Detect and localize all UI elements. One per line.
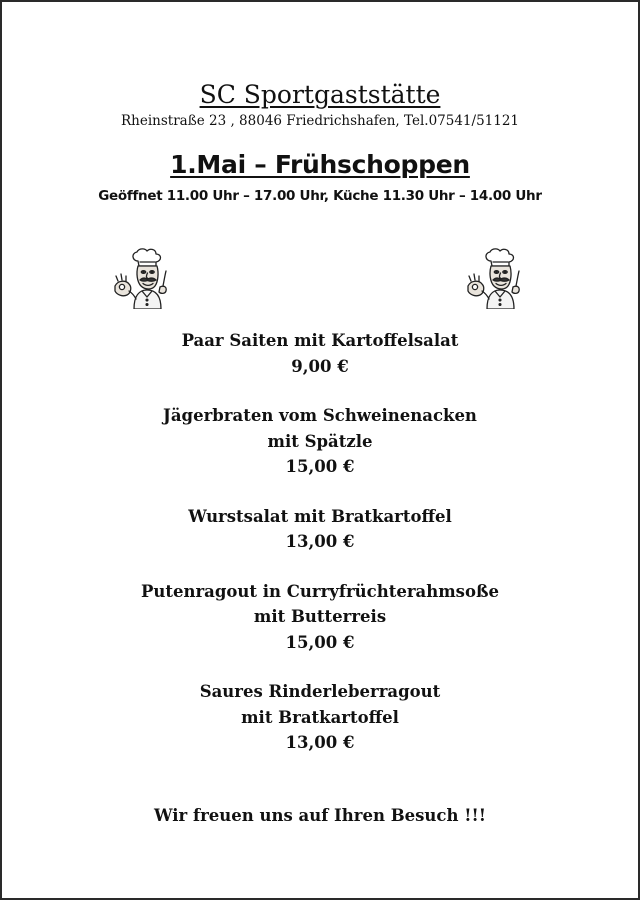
- dish-price: 15,00 €: [285, 457, 355, 476]
- venue-address: Rheinstraße 23 , 88046 Friedrichshafen, Tel.07541/51121: [120, 113, 520, 129]
- dish-price: 15,00 €: [285, 632, 355, 652]
- dish-name: Saures Rinderleberragout: [199, 682, 441, 701]
- dish-name: Paar Saiten mit Kartoffelsalat: [181, 331, 459, 350]
- dish-name-continued: mit Butterreis: [253, 607, 387, 626]
- dish-name: Jägerbraten vom Schweinenacken: [163, 406, 477, 425]
- event-title: 1.Mai – Frühschoppen: [170, 150, 470, 179]
- dish-name: Putenragout in Curryfrüchterahmsoße: [140, 581, 500, 601]
- chef-icon: [465, 247, 533, 309]
- dish-name: Wurstsalat mit Bratkartoffel: [188, 506, 452, 526]
- opening-hours: Geöffnet 11.00 Uhr – 17.00 Uhr, Küche 11.30 Uhr – 14.00 Uhr: [98, 188, 542, 204]
- dish-name-continued: mit Bratkartoffel: [241, 707, 399, 727]
- dish-price: 13,00 €: [285, 733, 355, 752]
- dish-name-continued: mit Spätzle: [267, 431, 373, 451]
- dish-price: 9,00 €: [291, 356, 349, 376]
- closing-message: Wir freuen uns auf Ihren Besuch !!!: [154, 806, 486, 825]
- chef-icon: [112, 247, 180, 309]
- menu-item: [2, 504, 638, 555]
- menu-item: [2, 579, 638, 656]
- menu-item: [2, 679, 638, 756]
- menu-list: [2, 328, 638, 780]
- menu-item: [2, 403, 638, 480]
- dish-price: 13,00 €: [285, 532, 355, 551]
- venue-name: SC Sportgaststätte: [199, 80, 441, 109]
- menu-item: [2, 328, 638, 379]
